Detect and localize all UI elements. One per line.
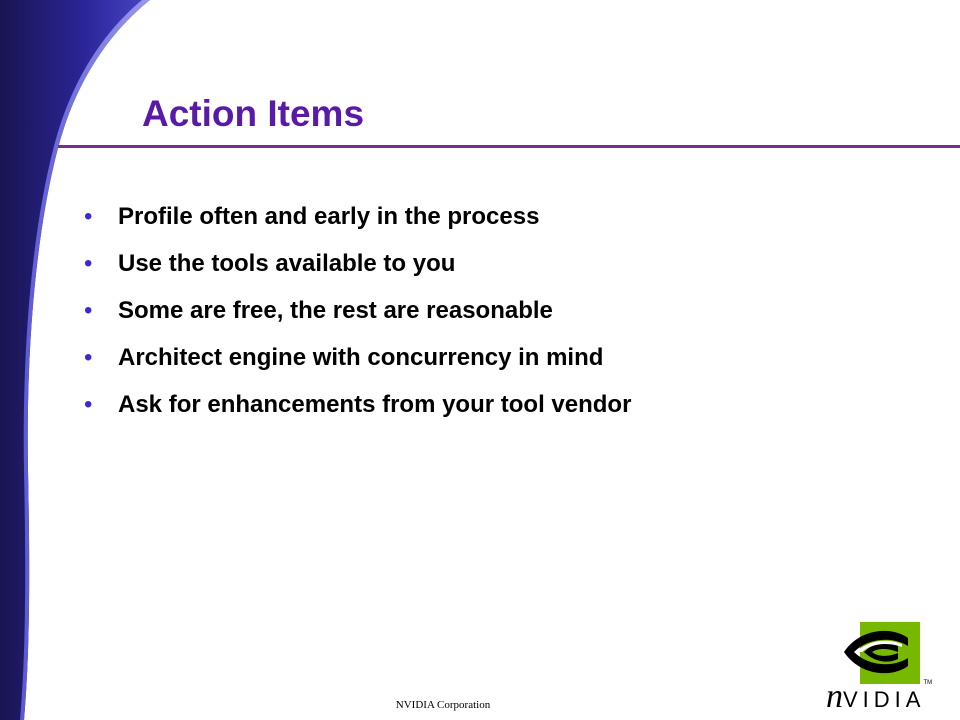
footer-text: NVIDIA Corporation bbox=[395, 699, 491, 711]
bullet-point-icon: • bbox=[84, 203, 93, 230]
logo-initial: n bbox=[826, 678, 843, 715]
bullet-text: Use the tools available to you bbox=[118, 250, 456, 277]
logo-trademark: TM bbox=[923, 680, 933, 686]
bullet-point-icon: • bbox=[84, 391, 93, 418]
bullet-text: Architect engine with concurrency in mind bbox=[118, 344, 604, 371]
bullet-text: Some are free, the rest are reasonable bbox=[118, 297, 553, 324]
title-divider bbox=[58, 145, 960, 148]
nvidia-wordmark bbox=[826, 680, 932, 714]
logo-name: VIDIA bbox=[843, 687, 926, 712]
bullet-point-icon: • bbox=[84, 344, 93, 371]
bullet-text: Ask for enhancements from your tool vendor bbox=[118, 391, 632, 418]
bullet-point-icon: • bbox=[84, 297, 93, 324]
bullet-point-icon: • bbox=[84, 250, 93, 277]
bullet-text: Profile often and early in the process bbox=[118, 203, 540, 230]
nvidia-eye-icon bbox=[842, 622, 920, 684]
slide-title: Action Items bbox=[142, 93, 365, 134]
